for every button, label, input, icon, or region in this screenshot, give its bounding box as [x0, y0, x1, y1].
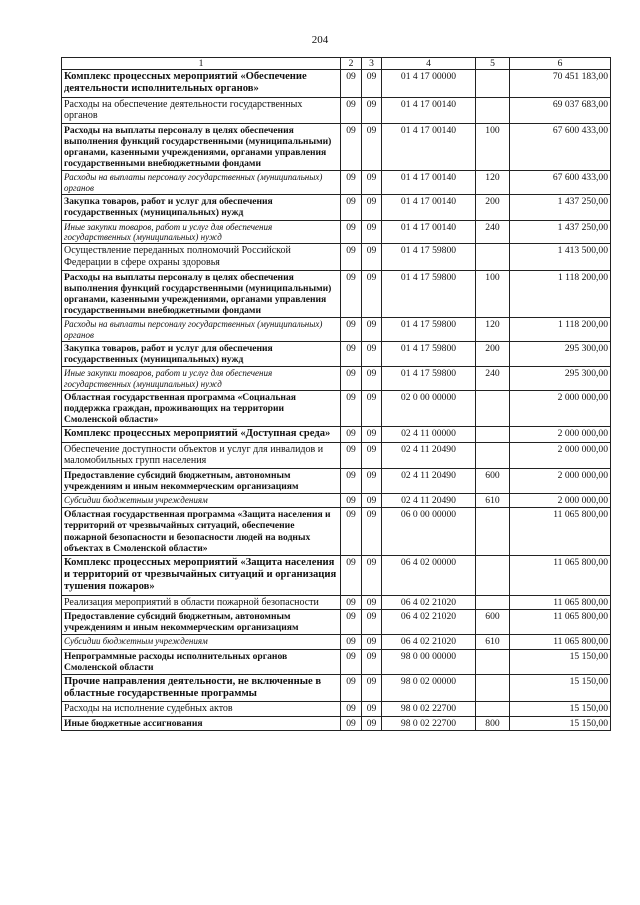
table-row: [62, 427, 611, 442]
target-code-cell: 01 4 17 00140: [382, 171, 476, 195]
row-name-cell: Предоставление субсидий бюджетным, автономным учреждениям и иным некоммерческим организациям: [62, 610, 341, 635]
expense-type-cell: 610: [476, 494, 510, 508]
expense-type-cell: 120: [476, 318, 510, 342]
amount-cell: 11 065 800,00: [510, 508, 611, 556]
chapter-cell: 09: [341, 555, 362, 595]
target-code-cell: 98 0 02 22700: [382, 702, 476, 717]
expense-type-cell: [476, 555, 510, 595]
amount-cell: 11 065 800,00: [510, 610, 611, 635]
chapter-cell: 09: [341, 649, 362, 674]
expense-type-cell: 200: [476, 195, 510, 220]
amount-cell: 2 000 000,00: [510, 391, 611, 427]
amount-cell: 295 300,00: [510, 367, 611, 391]
target-code-cell: 01 4 17 59800: [382, 318, 476, 342]
target-code-cell: 02 4 11 20490: [382, 442, 476, 468]
target-code-cell: 02 4 11 20490: [382, 494, 476, 508]
expense-type-cell: [476, 674, 510, 702]
target-code-cell: 01 4 17 59800: [382, 270, 476, 318]
table-row: [62, 595, 611, 610]
target-code-cell: 06 4 02 21020: [382, 635, 476, 649]
expense-type-cell: [476, 702, 510, 717]
amount-cell: 11 065 800,00: [510, 595, 611, 610]
target-code-cell: 06 4 02 21020: [382, 610, 476, 635]
amount-cell: 295 300,00: [510, 341, 611, 366]
column-header-2: 2: [341, 58, 362, 70]
row-name-cell: Субсидии бюджетным учреждениям: [62, 635, 341, 649]
table-row: [62, 555, 611, 595]
subchapter-cell: 09: [362, 595, 382, 610]
row-name-cell: Обеспечение доступности объектов и услуг для инвалидов и маломобильных групп населения: [62, 442, 341, 468]
row-name-cell: Областная государственная программа «Защита населения и территорий от чрезвычайных ситуаций, обеспечение пожарной безопасности и безопасности людей на водных объектах в Смоленской области»: [62, 508, 341, 556]
subchapter-cell: 09: [362, 318, 382, 342]
table-row: [62, 649, 611, 674]
subchapter-cell: 09: [362, 649, 382, 674]
subchapter-cell: 09: [362, 717, 382, 731]
chapter-cell: 09: [341, 195, 362, 220]
expense-type-cell: 800: [476, 717, 510, 731]
target-code-cell: 06 4 02 21020: [382, 595, 476, 610]
chapter-cell: 09: [341, 674, 362, 702]
chapter-cell: 09: [341, 442, 362, 468]
expense-type-cell: [476, 595, 510, 610]
table-row: [62, 702, 611, 717]
subchapter-cell: 09: [362, 341, 382, 366]
chapter-cell: 09: [341, 70, 362, 98]
target-code-cell: 98 0 00 00000: [382, 649, 476, 674]
chapter-cell: 09: [341, 610, 362, 635]
amount-cell: 1 437 250,00: [510, 195, 611, 220]
page-number: 204: [311, 34, 329, 46]
expense-type-cell: 240: [476, 220, 510, 244]
table-row: [62, 123, 611, 171]
row-name-cell: Расходы на выплаты персоналу в целях обеспечения выполнения функций государственными (муниципальными) органами, казенными учреждениями, органами управления государственными внебюджетными фондами: [62, 123, 341, 171]
table-row: [62, 635, 611, 649]
row-name-cell: Осуществление переданных полномочий Российской Федерации в сфере охраны здоровья: [62, 244, 341, 270]
subchapter-cell: 09: [362, 468, 382, 493]
target-code-cell: 98 0 02 00000: [382, 674, 476, 702]
chapter-cell: 09: [341, 220, 362, 244]
target-code-cell: 01 4 17 00140: [382, 123, 476, 171]
chapter-cell: 09: [341, 494, 362, 508]
target-code-cell: 01 4 17 59800: [382, 244, 476, 270]
column-header-1: 1: [62, 58, 341, 70]
expense-type-cell: [476, 244, 510, 270]
row-name-cell: Областная государственная программа «Социальная поддержка граждан, проживающих на территории Смоленской области»: [62, 391, 341, 427]
expense-type-cell: 200: [476, 341, 510, 366]
chapter-cell: 09: [341, 595, 362, 610]
subchapter-cell: 09: [362, 270, 382, 318]
row-name-cell: Комплекс процессных мероприятий «Защита населения и территорий от чрезвычайных ситуаций и организация тушения пожаров»: [62, 555, 341, 595]
table-header-row: [62, 58, 611, 70]
subchapter-cell: 09: [362, 123, 382, 171]
amount-cell: 2 000 000,00: [510, 442, 611, 468]
amount-cell: 15 150,00: [510, 674, 611, 702]
subchapter-cell: 09: [362, 702, 382, 717]
table-row: [62, 391, 611, 427]
row-name-cell: Иные закупки товаров, работ и услуг для обеспечения государственных (муниципальных) нужд: [62, 367, 341, 391]
row-name-cell: Расходы на выплаты персоналу в целях обеспечения выполнения функций государственными (муниципальными) органами, казенными учреждениями, органами управления государственными внебюджетными фондами: [62, 270, 341, 318]
row-name-cell: Реализация мероприятий в области пожарной безопасности: [62, 595, 341, 610]
amount-cell: 1 118 200,00: [510, 318, 611, 342]
expense-type-cell: [476, 391, 510, 427]
expense-type-cell: 610: [476, 635, 510, 649]
chapter-cell: 09: [341, 244, 362, 270]
row-name-cell: Комплекс процессных мероприятий «Обеспечение деятельности исполнительных органов»: [62, 70, 341, 98]
subchapter-cell: 09: [362, 508, 382, 556]
expense-type-cell: 240: [476, 367, 510, 391]
amount-cell: 11 065 800,00: [510, 555, 611, 595]
chapter-cell: 09: [341, 717, 362, 731]
subchapter-cell: 09: [362, 391, 382, 427]
target-code-cell: 01 4 17 00140: [382, 97, 476, 123]
row-name-cell: Расходы на обеспечение деятельности государственных органов: [62, 97, 341, 123]
chapter-cell: 09: [341, 123, 362, 171]
expense-type-cell: [476, 97, 510, 123]
table-row: [62, 341, 611, 366]
subchapter-cell: 09: [362, 635, 382, 649]
table-row: [62, 195, 611, 220]
target-code-cell: 02 0 00 00000: [382, 391, 476, 427]
expense-type-cell: 100: [476, 270, 510, 318]
column-header-6: 6: [510, 58, 611, 70]
chapter-cell: 09: [341, 391, 362, 427]
row-name-cell: Непрограммные расходы исполнительных органов Смоленской области: [62, 649, 341, 674]
chapter-cell: 09: [341, 97, 362, 123]
target-code-cell: 02 4 11 20490: [382, 468, 476, 493]
row-name-cell: Субсидии бюджетным учреждениям: [62, 494, 341, 508]
table-row: [62, 468, 611, 493]
row-name-cell: Расходы на выплаты персоналу государственных (муниципальных) органов: [62, 318, 341, 342]
target-code-cell: 02 4 11 00000: [382, 427, 476, 442]
table-row: [62, 70, 611, 98]
chapter-cell: 09: [341, 702, 362, 717]
table-row: [62, 367, 611, 391]
table-row: [62, 508, 611, 556]
subchapter-cell: 09: [362, 555, 382, 595]
target-code-cell: 01 4 17 00140: [382, 220, 476, 244]
expense-type-cell: [476, 70, 510, 98]
table-body: [62, 70, 611, 731]
table-row: [62, 717, 611, 731]
target-code-cell: 01 4 17 59800: [382, 341, 476, 366]
row-name-cell: Расходы на исполнение судебных актов: [62, 702, 341, 717]
amount-cell: 2 000 000,00: [510, 468, 611, 493]
amount-cell: 2 000 000,00: [510, 427, 611, 442]
chapter-cell: 09: [341, 367, 362, 391]
subchapter-cell: 09: [362, 674, 382, 702]
budget-table: [61, 57, 611, 731]
amount-cell: 67 600 433,00: [510, 123, 611, 171]
chapter-cell: 09: [341, 318, 362, 342]
target-code-cell: 01 4 17 00140: [382, 195, 476, 220]
column-header-5: 5: [476, 58, 510, 70]
subchapter-cell: 09: [362, 427, 382, 442]
subchapter-cell: 09: [362, 442, 382, 468]
amount-cell: 1 437 250,00: [510, 220, 611, 244]
expense-type-cell: 120: [476, 171, 510, 195]
row-name-cell: Закупка товаров, работ и услуг для обеспечения государственных (муниципальных) нужд: [62, 341, 341, 366]
subchapter-cell: 09: [362, 70, 382, 98]
row-name-cell: Прочие направления деятельности, не включенные в областные государственные программы: [62, 674, 341, 702]
expense-type-cell: 100: [476, 123, 510, 171]
row-name-cell: Комплекс процессных мероприятий «Доступная среда»: [62, 427, 341, 442]
chapter-cell: 09: [341, 341, 362, 366]
expense-type-cell: 600: [476, 610, 510, 635]
table-row: [62, 494, 611, 508]
subchapter-cell: 09: [362, 244, 382, 270]
subchapter-cell: 09: [362, 171, 382, 195]
chapter-cell: 09: [341, 427, 362, 442]
chapter-cell: 09: [341, 635, 362, 649]
target-code-cell: 01 4 17 59800: [382, 367, 476, 391]
expense-type-cell: [476, 427, 510, 442]
table-row: [62, 318, 611, 342]
amount-cell: 15 150,00: [510, 717, 611, 731]
table-row: [62, 244, 611, 270]
row-name-cell: Иные бюджетные ассигнования: [62, 717, 341, 731]
row-name-cell: Предоставление субсидий бюджетным, автономным учреждениям и иным некоммерческим организациям: [62, 468, 341, 493]
row-name-cell: Расходы на выплаты персоналу государственных (муниципальных) органов: [62, 171, 341, 195]
column-header-3: 3: [362, 58, 382, 70]
expense-type-cell: [476, 508, 510, 556]
subchapter-cell: 09: [362, 195, 382, 220]
target-code-cell: 98 0 02 22700: [382, 717, 476, 731]
table-row: [62, 674, 611, 702]
table-row: [62, 442, 611, 468]
chapter-cell: 09: [341, 270, 362, 318]
subchapter-cell: 09: [362, 367, 382, 391]
table-row: [62, 270, 611, 318]
table-row: [62, 610, 611, 635]
amount-cell: 1 413 500,00: [510, 244, 611, 270]
target-code-cell: 01 4 17 00000: [382, 70, 476, 98]
subchapter-cell: 09: [362, 610, 382, 635]
target-code-cell: 06 0 00 00000: [382, 508, 476, 556]
target-code-cell: 06 4 02 00000: [382, 555, 476, 595]
subchapter-cell: 09: [362, 220, 382, 244]
table-row: [62, 171, 611, 195]
chapter-cell: 09: [341, 508, 362, 556]
subchapter-cell: 09: [362, 494, 382, 508]
amount-cell: 15 150,00: [510, 702, 611, 717]
column-header-4: 4: [382, 58, 476, 70]
expense-type-cell: [476, 442, 510, 468]
chapter-cell: 09: [341, 468, 362, 493]
amount-cell: 1 118 200,00: [510, 270, 611, 318]
expense-type-cell: 600: [476, 468, 510, 493]
amount-cell: 15 150,00: [510, 649, 611, 674]
amount-cell: 70 451 183,00: [510, 70, 611, 98]
expense-type-cell: [476, 649, 510, 674]
amount-cell: 67 600 433,00: [510, 171, 611, 195]
amount-cell: 11 065 800,00: [510, 635, 611, 649]
row-name-cell: Иные закупки товаров, работ и услуг для обеспечения государственных (муниципальных) нужд: [62, 220, 341, 244]
amount-cell: 69 037 683,00: [510, 97, 611, 123]
table-row: [62, 220, 611, 244]
table-row: [62, 97, 611, 123]
amount-cell: 2 000 000,00: [510, 494, 611, 508]
chapter-cell: 09: [341, 171, 362, 195]
subchapter-cell: 09: [362, 97, 382, 123]
row-name-cell: Закупка товаров, работ и услуг для обеспечения государственных (муниципальных) нужд: [62, 195, 341, 220]
